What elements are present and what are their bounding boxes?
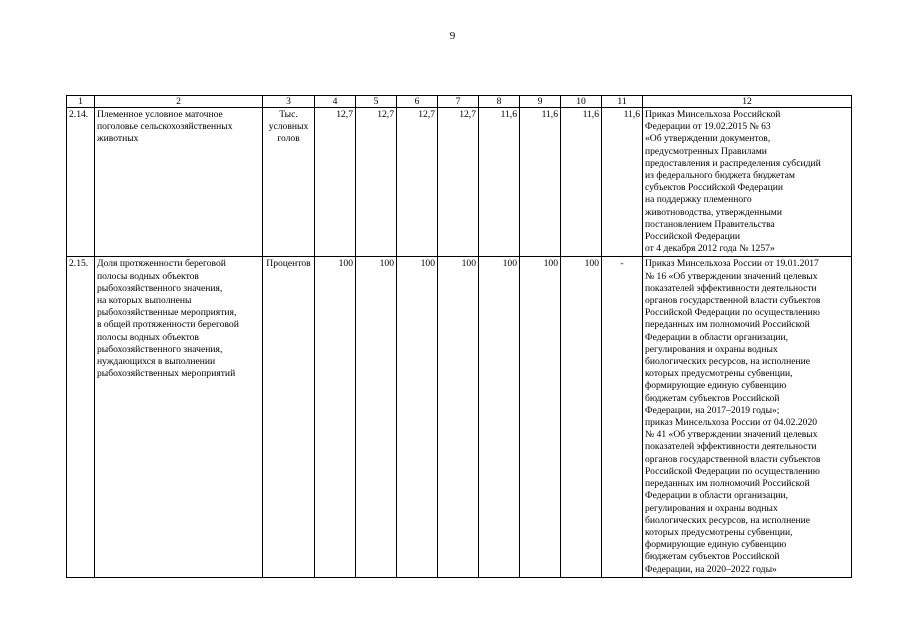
table-row: [67, 108, 852, 257]
source-document-line: «Об утверждении документов,: [645, 133, 771, 145]
source-document-line: которых предусмотрены субвенции,: [645, 368, 793, 380]
indicator-name-line: поголовье сельскохозяйственных: [97, 121, 233, 133]
source-document-line: из федерального бюджета бюджетам: [645, 170, 795, 182]
source-document-line: постановлением Правительства: [645, 218, 775, 230]
value-cell: 11,6: [602, 108, 643, 257]
source-document-line: биологических ресурсов, на исполнение: [645, 514, 811, 526]
column-header-6: 6: [397, 96, 438, 108]
source-document-line: предусмотренных Правилами: [645, 145, 767, 157]
source-document-line: № 41 «Об утверждении значений целевых: [645, 429, 818, 441]
source-document-line: субъектов Российской Федерации: [645, 182, 783, 194]
indicator-name-line: рыбохозяйственного значения,: [97, 282, 223, 294]
source-document-line: Российской Федерации по осуществлению: [645, 307, 820, 319]
source-document-line: Федерации, на 2017–2019 годы»;: [645, 404, 780, 416]
source-document-line: Российской Федерации по осуществлению: [645, 465, 820, 477]
value-cell: 100: [479, 257, 520, 577]
source-document-line: Российской Федерации: [645, 231, 740, 243]
source-document-line: биологических ресурсов, на исполнение: [645, 356, 811, 368]
value-cell: 11,6: [561, 108, 602, 257]
table-row: [67, 257, 852, 577]
indicator-name-line: полосы водных объектов: [97, 331, 199, 343]
indicator-name-line: в общей протяженности береговой: [97, 319, 239, 331]
column-header-3: 3: [263, 96, 315, 108]
value-cell: 100: [315, 257, 356, 577]
indicator-name-line: рыбохозяйственного значения,: [97, 343, 223, 355]
value-cell: 100: [561, 257, 602, 577]
indicator-name-line: на которых выполнены: [97, 295, 192, 307]
column-header-10: 10: [561, 96, 602, 108]
source-document-line: органов государственной власти субъектов: [645, 295, 821, 307]
source-document-line: Федерации в области организации,: [645, 331, 789, 343]
source-document-line: Федерации, на 2020–2022 годы»: [645, 563, 777, 575]
table-body: [67, 96, 852, 578]
value-cell: 12,7: [356, 108, 397, 257]
source-document-line: от 4 декабря 2012 года № 1257»: [645, 243, 775, 255]
indicator-name-line: рыбохозяйственные мероприятия,: [97, 307, 237, 319]
value-cell: 12,7: [315, 108, 356, 257]
value-cell: 100: [520, 257, 561, 577]
column-header-1: 1: [67, 96, 95, 108]
source-document-line: животноводства, утвержденными: [645, 206, 783, 218]
indicator-name-line: животных: [97, 133, 139, 145]
indicator-name-line: рыбохозяйственных мероприятий: [97, 368, 236, 380]
unit-of-measure: [263, 257, 315, 577]
unit-of-measure-line: голов: [277, 133, 300, 145]
indicator-table: [66, 95, 852, 578]
column-header-8: 8: [479, 96, 520, 108]
source-document-line: № 16 «Об утверждении значений целевых: [645, 270, 818, 282]
indicator-name: [95, 257, 263, 577]
source-document-line: которых предусмотрены субвенции,: [645, 526, 793, 538]
header-row: [67, 96, 852, 108]
indicator-name-line: полосы водных объектов: [97, 270, 199, 282]
column-header-2: 2: [95, 96, 263, 108]
column-header-4: 4: [315, 96, 356, 108]
column-header-9: 9: [520, 96, 561, 108]
source-document-line: приказ Минсельхоза России от 04.02.2020: [645, 417, 818, 429]
source-document-line: переданных им полномочий Российской: [645, 478, 810, 490]
source-document-line: формирующие единую субвенцию: [645, 380, 787, 392]
page-number: 9: [449, 30, 456, 42]
row-number: 2.15.: [67, 257, 95, 577]
unit-of-measure: [263, 108, 315, 257]
source-document-line: на поддержку племенного: [645, 194, 752, 206]
value-cell: 100: [438, 257, 479, 577]
source-document-line: показателей эффективности деятельности: [645, 441, 817, 453]
source-document-line: бюджетам субъектов Российской: [645, 551, 780, 563]
indicator-name-line: нуждающихся в выполнении: [97, 356, 216, 368]
source-document-line: переданных им полномочий Российской: [645, 319, 810, 331]
indicator-name: [95, 108, 263, 257]
indicator-name-line: Племенное условное маточное: [97, 109, 223, 120]
value-cell: 11,6: [479, 108, 520, 257]
source-document-line: показателей эффективности деятельности: [645, 282, 817, 294]
source-document-line: Федерации от 19.02.2015 № 63: [645, 121, 771, 133]
source-document: [643, 257, 852, 577]
source-document-line: бюджетам субъектов Российской: [645, 392, 780, 404]
value-cell: 11,6: [520, 108, 561, 257]
source-document-line: формирующие единую субвенцию: [645, 539, 787, 551]
value-cell: 100: [356, 257, 397, 577]
indicator-name-line: Доля протяженности береговой: [97, 258, 226, 270]
column-header-7: 7: [438, 96, 479, 108]
value-cell: 12,7: [438, 108, 479, 257]
source-document-line: регулирования и охраны водных: [645, 502, 778, 514]
source-document-line: регулирования и охраны водных: [645, 343, 778, 355]
source-document-line: Приказ Минсельхоза Российской: [645, 109, 781, 120]
source-document: [643, 108, 852, 257]
source-document-line: предоставления и распределения субсидий: [645, 157, 821, 169]
column-header-5: 5: [356, 96, 397, 108]
unit-of-measure-line: Тыс.: [279, 109, 298, 120]
unit-of-measure-line: Процентов: [266, 258, 311, 270]
source-document-line: органов государственной власти субъектов: [645, 453, 821, 465]
column-header-12: 12: [643, 96, 852, 108]
value-cell: -: [602, 257, 643, 577]
source-document-line: Приказ Минсельхоза России от 19.01.2017: [645, 258, 819, 270]
row-number: 2.14.: [67, 108, 95, 257]
unit-of-measure-line: условных: [268, 121, 309, 133]
value-cell: 100: [397, 257, 438, 577]
value-cell: 12,7: [397, 108, 438, 257]
source-document-line: Федерации в области организации,: [645, 490, 789, 502]
column-header-11: 11: [602, 96, 643, 108]
